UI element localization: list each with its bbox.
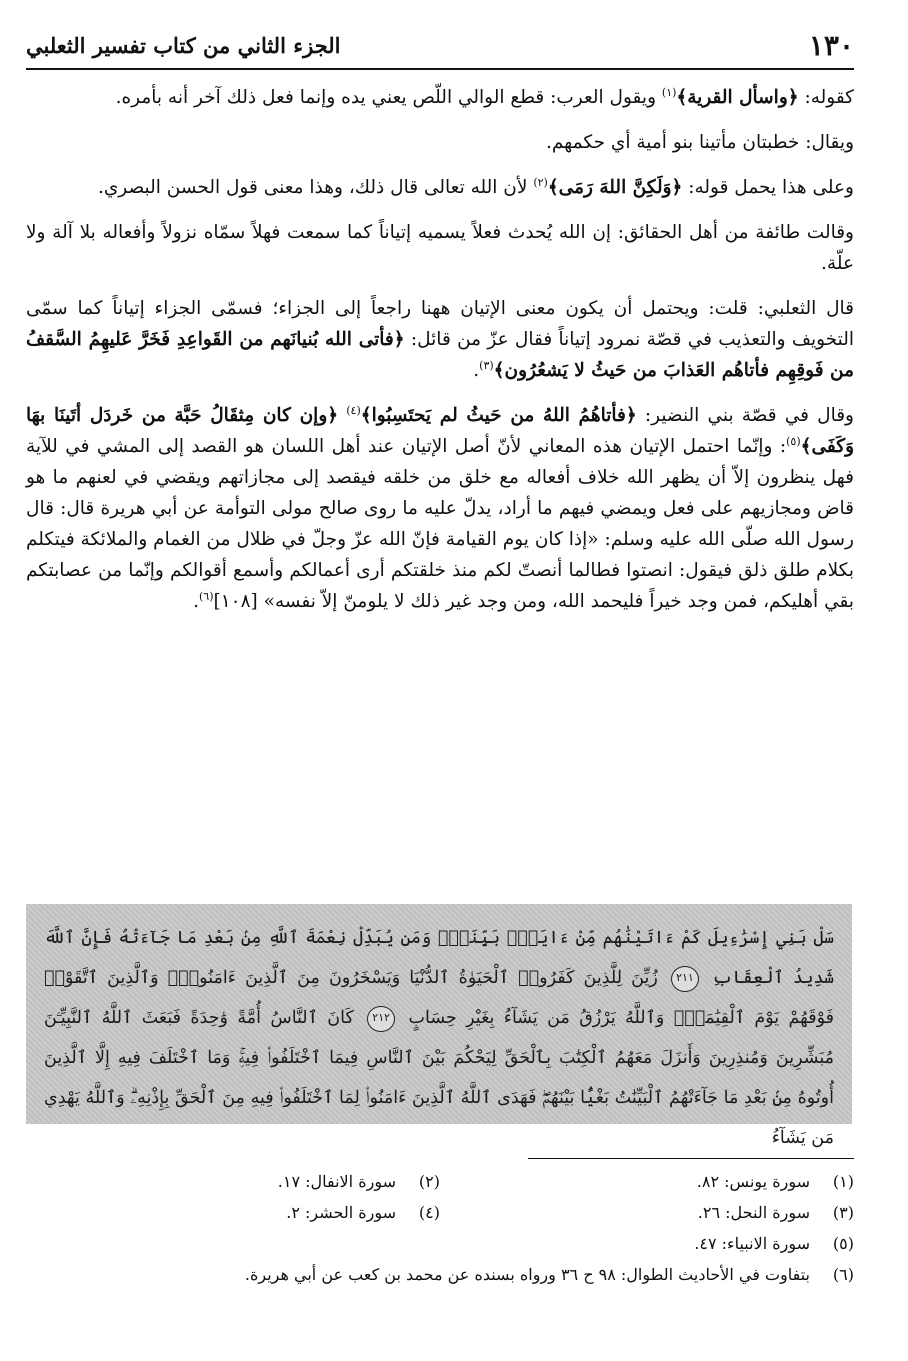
footnote <box>440 1197 854 1228</box>
footnote-row <box>26 1197 854 1228</box>
footnote-ref: (٣) <box>479 358 494 372</box>
paragraph <box>26 400 854 617</box>
footnote-rule <box>528 1158 854 1159</box>
running-title: الجزء الثاني من كتاب تفسير الثعلبي <box>26 32 341 58</box>
footnote-number: (٣) <box>832 1203 854 1222</box>
quran-text-1: سَلْ بَنِي إِسْرَٰءِيلَ كَمْ ءَاتَيْنَٰهُم مِّنْ ءَايَةٍۭ بَيِّنَةٍۗ وَمَن يُبَدِّلْ نِعْمَةَ ٱللَّهِ مِنۢ بَعْدِ مَا جَآءَتْهُ فَإِنَّ ٱللَّهَ شَدِيدُ ٱلْعِقَابِ <box>44 928 834 988</box>
main-text <box>26 82 854 631</box>
paragraph <box>26 172 854 203</box>
footnote-number: (٤) <box>418 1203 440 1222</box>
text-run: قال الثعلبي: قلت: ويحتمل أن يكون معنى الإتيان ههنا راجعاً إلى الجزاء؛ فسمّى الجزاء إتياناً كما سمّى التخويف والتعذيب في قصّة نمرود إتياناً فقال عزّ من قائل: <box>26 298 854 350</box>
footnote-ref: (١) <box>661 85 677 99</box>
footnote-text: سورة الانبياء: ٤٧. <box>694 1234 810 1253</box>
paragraph <box>26 82 854 113</box>
text-run: : وإنّما احتمل الإتيان هذه المعاني لأنّ أصل الإتيان عند أهل اللسان هو القصد إلى المشي في للآية فهل ينظرون إلاّ أن يظهر الله خلاف أفعاله مع خلق من خلقه فيقصد إلى مجازاتهم ويقضي في لعنهم ما هو قاض ومجازيهم على فعل ويمضي فيهم ما أراد، يدلّ عليه ما روى صالح مولى التوأمة عن أبي هريرة قال: قال رسول الله صلّى الله عليه وسلم: «إذا كان يوم القيامة فإنّ الله عزّ وجلّ في ظلال من الغمام والملائكة فيتكلم بكلام طلق ذلق فيقول: انصتوا فطالما أنصتّ لكم منذ خلقتكم أرى أعمالكم وأسمع أقوالكم وإنّما من عصابتكم بقي أهليكم، فمن وجد خيراً فليحمد الله، ومن وجد غير ذلك لا يلومنّ إلاّ نفسه» [١٠٨] <box>26 436 854 612</box>
footnote-ref: (٦) <box>198 589 214 603</box>
quran-quote: ﴿فأتى الله بُنيانَهم من القَواعِدِ فَخَرَّ عَليهِمُ السَّقفُ من فَوقِهِم فأتاهُم العَذابَ من حَيثُ لا يَشعُرُون﴾ <box>26 329 854 381</box>
footnote-row <box>26 1166 854 1197</box>
text-run: لأن الله تعالى قال ذلك، وهذا معنى قول الحسن البصري. <box>97 177 534 198</box>
footnote <box>26 1259 854 1290</box>
footnote <box>26 1228 854 1259</box>
paragraph <box>26 293 854 386</box>
paragraph <box>26 127 854 158</box>
footnote-ref: (٤) <box>346 403 361 417</box>
text-run: وقال في قصّة بني النضير: <box>636 405 854 426</box>
quran-quote: ﴿وإن كان مِثقَالُ حَبَّة من خَردَل أتَينَا بهَا وَكَفَى﴾ <box>26 405 854 457</box>
ayah-number-marker: ٢١٢ <box>367 1006 395 1032</box>
text-run: . <box>193 591 199 612</box>
quran-text-2: زُيِّنَ لِلَّذِينَ كَفَرُوا۟ ٱلْحَيَوٰةُ ٱلدُّنْيَا وَيَسْخَرُونَ مِنَ ٱلَّذِينَ ءَامَنُوا۟ۘ وَٱلَّذِينَ ٱتَّقَوْا۟ فَوْقَهُمْ يَوْمَ ٱلْقِيَٰمَةِۗ وَٱللَّهُ يَرْزُقُ مَن يَشَآءُ بِغَيْرِ حِسَابٍ <box>44 968 834 1028</box>
footnote-row <box>26 1228 854 1259</box>
text-run: . <box>473 360 480 381</box>
paragraph <box>26 217 854 279</box>
text-run: ويقول العرب: قطع الوالي اللّص يعني يده وإنما فعل ذلك آخر أنه بأمره. <box>115 87 662 108</box>
footnote-text: سورة الحشر: ٢. <box>286 1203 396 1222</box>
footnote <box>26 1197 440 1228</box>
quran-panel <box>26 904 852 1148</box>
footnote-ref: (٢) <box>533 175 548 189</box>
text-run: ويقال: خطبتان مأتينا بنو أمية أي حكمهم. <box>545 132 854 153</box>
text-run: كقوله: <box>798 87 854 108</box>
footnote-row <box>26 1259 854 1290</box>
page-number: ١٣٠ <box>808 28 854 62</box>
quran-quote: ﴿واسأل القرية﴾ <box>676 87 799 108</box>
footnote-number: (٥) <box>832 1234 854 1253</box>
footnote-number: (٦) <box>832 1265 854 1284</box>
quran-quote: ﴿وَلَكِنَّ اللهَ رَمَى﴾ <box>547 177 683 198</box>
footnote-ref: (٥) <box>786 434 801 448</box>
footnote-number: (٢) <box>418 1172 440 1191</box>
footnote-text: سورة النحل: ٢٦. <box>697 1203 810 1222</box>
header-rule <box>26 68 854 70</box>
footnote-text: بتفاوت في الأحاديث الطوال: ٩٨ ح ٣٦ ورواه بسنده عن محمد بن كعب عن أبي هريرة. <box>244 1265 810 1284</box>
text-run: وعلى هذا يحمل قوله: <box>682 177 854 198</box>
footnotes <box>26 1166 854 1290</box>
footnote <box>440 1166 854 1197</box>
footnote <box>26 1166 440 1197</box>
text-run: وقالت طائفة من أهل الحقائق: إن الله يُحدث فعلاً يسميه إتياناً كما سمعت فهلاً سمّاه نزولاً وأفعاله بلا آلة ولا علّة. <box>26 222 854 274</box>
quran-quote: ﴿فأتاهُمُ اللهُ من حَيثُ لم يَحتَسِبُوا﴾ <box>360 405 637 426</box>
footnote-text: سورة يونس: ٨٢. <box>696 1172 810 1191</box>
footnote-text: سورة الانفال: ١٧. <box>277 1172 396 1191</box>
page-header <box>26 22 854 68</box>
ayah-number-marker: ٢١١ <box>671 966 699 992</box>
quran-text-3: كَانَ ٱلنَّاسُ أُمَّةً وَٰحِدَةً فَبَعَثَ ٱللَّهُ ٱلنَّبِيِّـۧنَ مُبَشِّرِينَ وَمُنذِرِينَ وَأَنزَلَ مَعَهُمُ ٱلْكِتَٰبَ بِٱلْحَقِّ لِيَحْكُمَ بَيْنَ ٱلنَّاسِ فِيمَا ٱخْتَلَفُوا۟ فِيهِۚ وَمَا ٱخْتَلَفَ فِيهِ إِلَّا ٱلَّذِينَ أُوتُوهُ مِنۢ بَعْدِ مَا جَآءَتْهُمُ ٱلْبَيِّنَٰتُ بَغْيًۢا بَيْنَهُمْۖ فَهَدَى ٱللَّهُ ٱلَّذِينَ ءَامَنُوا۟ لِمَا ٱخْتَلَفُوا۟ فِيهِ مِنَ ٱلْحَقِّ بِإِذْنِهِۦۗ وَٱللَّهُ يَهْدِي مَن يَشَآءُ <box>44 1008 834 1148</box>
footnote-number: (١) <box>832 1172 854 1191</box>
